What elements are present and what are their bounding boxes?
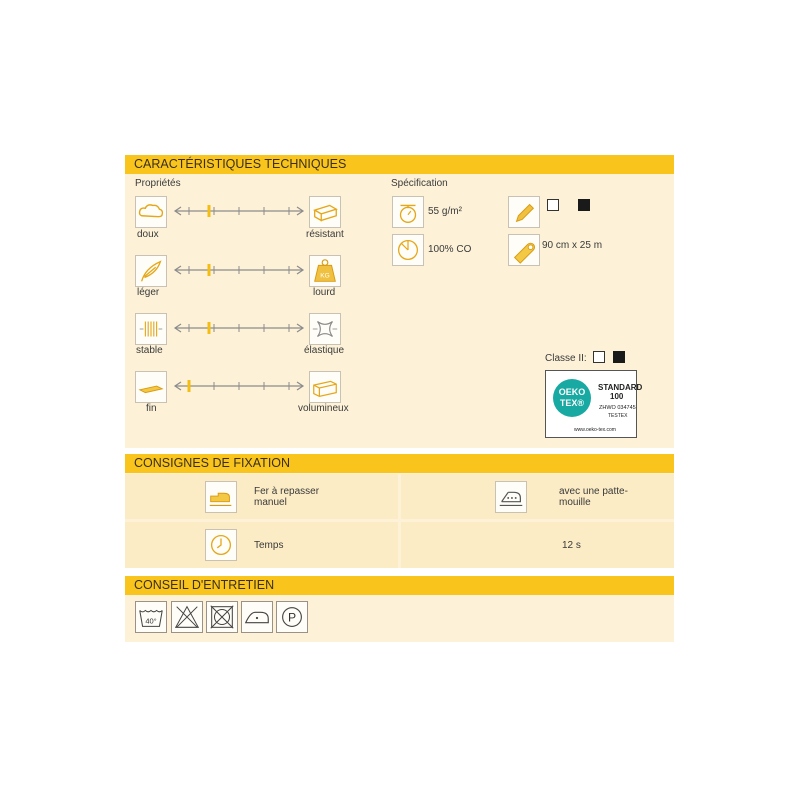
- classe-label: Classe II:: [545, 353, 587, 364]
- property-right-label: élastique: [304, 345, 345, 356]
- spec-composition: 100% CO: [428, 244, 472, 255]
- property-left-label: stable: [136, 345, 163, 356]
- fixation-cell: [401, 522, 674, 568]
- svg-text:KG: KG: [320, 272, 330, 280]
- property-left-label: doux: [137, 229, 159, 240]
- property-scale: [173, 322, 305, 334]
- weight-icon: [309, 255, 341, 287]
- color-swatch-black: [578, 199, 590, 211]
- brick-icon: [309, 196, 341, 228]
- dry-clean-p-icon: [276, 601, 308, 633]
- property-right-label: résistant: [306, 229, 344, 240]
- svg-text:40°: 40°: [145, 616, 157, 626]
- section-title-care: CONSEIL D'ENTRETIEN: [125, 576, 674, 595]
- scale-marker: [208, 322, 211, 334]
- thin-layer-icon: [135, 371, 167, 403]
- oekotex-code: ZHWO 034745: [599, 405, 636, 411]
- properties-title: Propriétés: [135, 178, 181, 189]
- no-bleach-icon: [171, 601, 203, 633]
- property-left-label: fin: [146, 403, 157, 414]
- scale-marker: [208, 205, 211, 217]
- feather-icon: [135, 255, 167, 287]
- cloud-icon: [135, 196, 167, 228]
- iron-cloth-icon: [495, 481, 527, 513]
- section-title-fixation: CONSIGNES DE FIXATION: [125, 454, 674, 473]
- fixation-cloth: avec une patte-mouille: [559, 486, 628, 508]
- property-right-label: volumineux: [298, 403, 349, 414]
- oekotex-url: www.oeko-tex.com: [574, 427, 616, 433]
- wash-40-icon: [135, 601, 167, 633]
- color-swatch-white: [547, 199, 559, 211]
- classe-swatch-white: [593, 351, 605, 363]
- stable-fabric-icon: [135, 313, 167, 345]
- oekotex-logo: OEKO TEX®: [553, 379, 591, 417]
- scale-marker: [208, 264, 211, 276]
- property-right-label: lourd: [313, 287, 336, 298]
- property-scale: [173, 380, 305, 392]
- property-left-label: léger: [137, 287, 160, 298]
- fixation-time-value: 12 s: [562, 540, 581, 551]
- oekotex-institute: TESTEX: [608, 413, 628, 419]
- scale-marker: [188, 380, 191, 392]
- thick-layer-icon: [309, 371, 341, 403]
- oekotex-label: [545, 370, 643, 438]
- section-title-technical: CARACTÉRISTIQUES TECHNIQUES: [125, 155, 674, 174]
- composition-icon: [392, 234, 424, 266]
- property-scale: [173, 205, 305, 217]
- iron-low-icon: [241, 601, 273, 633]
- manual-iron-icon: [205, 481, 237, 513]
- specification-title: Spécification: [391, 178, 448, 189]
- spec-size: 90 cm x 25 m: [542, 240, 603, 251]
- clock-icon: [205, 529, 237, 561]
- scale-weight-icon: [392, 196, 424, 228]
- pencil-color-icon: [508, 196, 540, 228]
- fixation-time-label: Temps: [254, 540, 284, 551]
- oekotex-number: 100: [610, 392, 624, 401]
- property-scale: [173, 264, 305, 276]
- fixation-method: Fer à repasser manuel: [254, 486, 320, 508]
- elastic-fabric-icon: [309, 313, 341, 345]
- oekotex-standard: STANDARD: [598, 383, 643, 392]
- classe-swatch-black: [613, 351, 625, 363]
- fabric-roll-icon: [508, 234, 540, 266]
- no-tumble-dry-icon: [206, 601, 238, 633]
- spec-weight: 55 g/m²: [428, 206, 462, 217]
- svg-text:P: P: [287, 610, 297, 625]
